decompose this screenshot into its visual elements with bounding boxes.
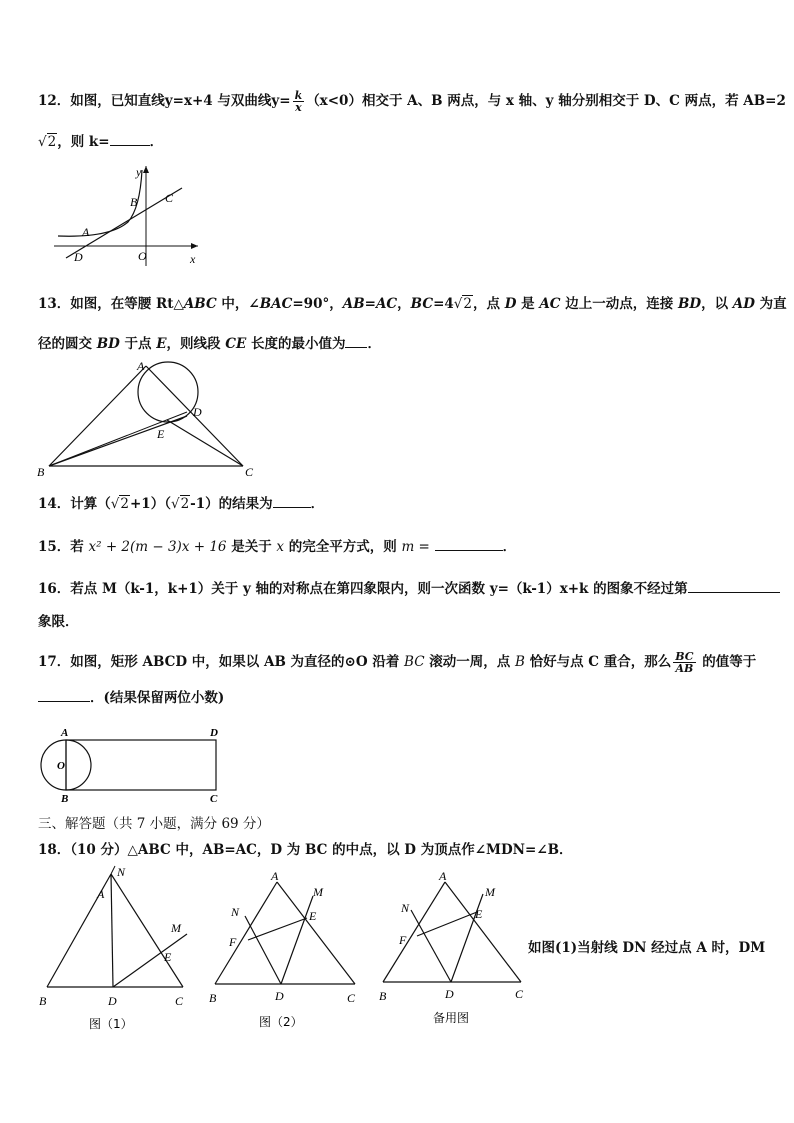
fig-label: B: [39, 994, 47, 1008]
fig-label: N: [117, 865, 126, 879]
figure-caption: 图（1）: [89, 1017, 133, 1031]
fig-label: B: [61, 793, 69, 805]
q12-line2: √2，则 k= ．: [38, 134, 164, 150]
fig-label: O: [57, 760, 65, 772]
q18-figure-1: [35, 862, 195, 1032]
q16-line2: 象限．: [38, 614, 79, 630]
fig-label: E: [157, 427, 165, 441]
q18-line: 18．（10 分）△ABC 中，AB=AC，D 为 BC 的中点，以 D 为顶点作∠MDN=∠B．: [38, 842, 573, 858]
figure-caption: 图（2）: [259, 1015, 303, 1029]
fig-label: x: [190, 252, 196, 266]
q17-line1: 17．如图，矩形 ABCD 中，如果以 AB 为直径的⊙O 沿着 BC 滚动一周，点 B 恰好与点 C 重合，那么 $\frac{BC}{AB}$ 的值等于: [38, 650, 757, 675]
q13-figure: [35, 358, 265, 483]
q18-side-text: 如图(1)当射线 DN 经过点 A 时，DM: [528, 940, 766, 956]
fig-label: O: [138, 249, 147, 263]
fig-label: E: [164, 950, 172, 964]
fig-label: B: [209, 991, 217, 1005]
answer-blank[interactable]: [688, 580, 780, 593]
q14-line: 14．计算（√2+1）（√2-1）的结果为 ．: [38, 496, 325, 512]
fig-label: D: [74, 250, 83, 264]
fig-label: A: [97, 887, 105, 901]
q17-figure: [40, 726, 240, 806]
q12-line1: 12．如图，已知直线y=x+4 与双曲线y= $\frac{k}{x}$ （x<0）相交于 A、B 两点，与 x 轴、y 轴分别相交于 D、C 两点，若 AB=2: [38, 89, 786, 114]
fig-label: C: [175, 994, 184, 1008]
fig-label: D: [108, 994, 117, 1008]
fig-label: D: [275, 989, 284, 1003]
answer-blank[interactable]: [435, 538, 503, 551]
fig-label: E: [309, 909, 317, 923]
q17-fraction: $\frac{BC}{AB}$: [675, 650, 694, 675]
fig-label: M: [313, 885, 323, 899]
q16-line1: 16．若点 M（k-1，k+1）关于 y 轴的对称点在第四象限内，则一次函数 y=（k-1）x+k 的图象不经过第: [38, 580, 780, 597]
answer-blank[interactable]: [273, 495, 311, 508]
answer-blank[interactable]: [110, 133, 150, 146]
fig-label: C: [210, 793, 218, 805]
fig-label: A: [271, 872, 279, 883]
q17-line2: ．(结果保留两位小数): [38, 689, 224, 706]
fig-label: B: [130, 195, 138, 209]
figure-caption: 备用图: [433, 1011, 470, 1025]
fig-label: C: [245, 465, 254, 479]
q13-line1: 13．如图，在等腰 Rt△ABC 中，∠BAC=90°，AB=AC，BC=4√2，点 D 是 AC 边上一动点，连接 BD，以 AD 为直: [38, 296, 787, 312]
fig-label: B: [37, 465, 45, 479]
answer-blank[interactable]: [38, 689, 90, 702]
fig-label: C: [347, 991, 356, 1005]
fig-label: C: [515, 987, 524, 1001]
fig-label: M: [171, 921, 181, 935]
fig-label: A: [61, 727, 69, 739]
fig-label: D: [445, 987, 454, 1001]
fig-label: B: [379, 989, 387, 1003]
fig-label: E: [475, 907, 483, 921]
fig-label: A: [82, 225, 90, 239]
fig-label: N: [401, 901, 410, 915]
q15-line: 15．若 x² + 2(m − 3)x + 16 是关于 x 的完全平方式，则 m = ．: [38, 539, 517, 555]
answer-blank[interactable]: [345, 335, 367, 348]
sqrt-symbol: √2: [38, 134, 57, 150]
fig-label: A: [439, 872, 447, 883]
section-heading: 三、解答题（共 7 小题，满分 69 分）: [38, 816, 270, 832]
fig-label: y: [136, 165, 142, 179]
fig-label: F: [229, 935, 237, 949]
fig-label: D: [210, 727, 218, 739]
fig-label: M: [485, 885, 495, 899]
q18-figure-2: [205, 872, 365, 1042]
q18-figure-3: [375, 872, 535, 1042]
q13-line2: 径的圆交 BD 于点 E，则线段 CE 长度的最小值为 ．: [38, 336, 381, 352]
fig-label: F: [399, 933, 407, 947]
q12-fraction: $\frac{k}{x}$: [294, 89, 303, 114]
fig-label: A: [137, 359, 145, 373]
fig-label: C: [165, 191, 174, 205]
q12-figure: [50, 162, 210, 272]
fig-label: D: [193, 405, 202, 419]
fig-label: N: [231, 905, 240, 919]
